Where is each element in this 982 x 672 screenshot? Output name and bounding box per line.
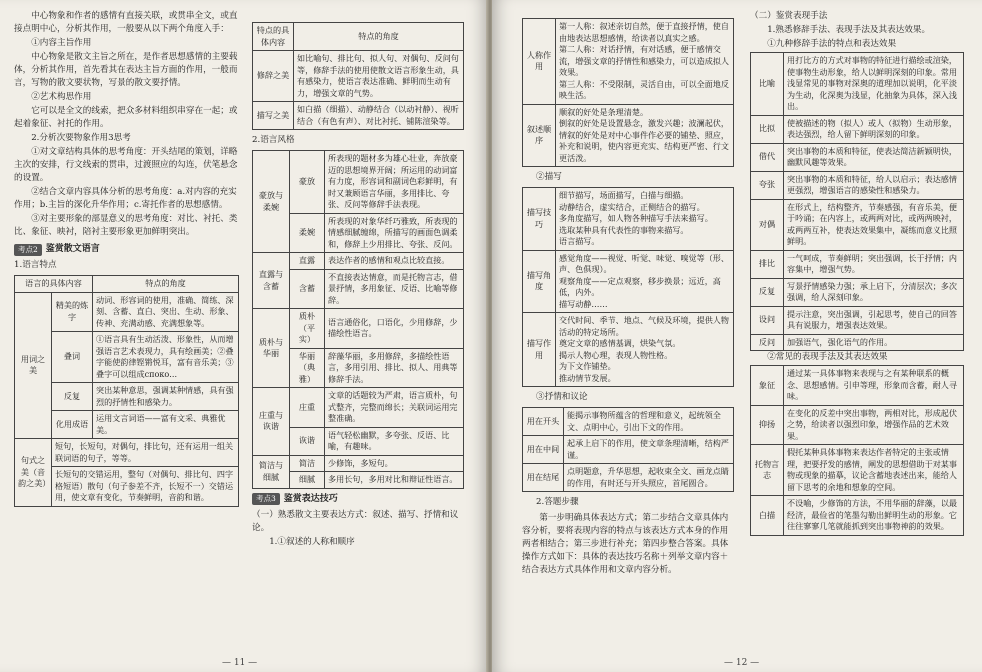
section-badge: 考点3	[252, 493, 280, 505]
right-page	[492, 0, 982, 672]
table-group: 句式之美（音韵之美）	[15, 439, 52, 507]
table-cell: 突出事物的本质和特征，给人以启示；表达感情更强烈，增强语言的感染性和感染力。	[784, 171, 964, 199]
table-group: 豪放与柔婉	[253, 151, 290, 253]
left-page	[0, 0, 488, 672]
narration-table	[522, 18, 734, 167]
table-key: 简洁	[290, 455, 325, 472]
paragraph: 1.熟悉修辞手法、表现手法及其表达效果。	[767, 25, 931, 35]
page-number: — 12 —	[724, 658, 760, 668]
table-cell: 文章的话题较为严肃，语言质朴，句式整齐，完整而绵长；关联词运用完整准确。	[325, 388, 464, 428]
table-key: 化用成语	[52, 411, 93, 439]
table-key: 庄重	[290, 388, 325, 428]
paragraph: ①九种修辞手法的特点和表达效果	[767, 39, 897, 49]
paragraph: ③对主要形象的部显意义的思考角度：对比、衬托、类比、象征、映衬，陪衬主要形象更加鲜明突出。	[14, 214, 238, 237]
table-group: 直露与含蓄	[253, 253, 290, 309]
language-features-table	[14, 275, 239, 507]
table-key: 反复	[52, 383, 93, 411]
table-key: 叙述顺序	[523, 104, 556, 167]
table-header: 特点的具体内容	[253, 23, 294, 51]
table-header: 语言的具体内容	[15, 276, 93, 293]
table-cell: 突出事物的本质和特征，使表达简洁新颖明快，幽默风趣等效果。	[784, 143, 964, 171]
table-key: 精美的炼字	[52, 292, 93, 332]
table-cell: 少修饰，多短句。	[325, 455, 464, 472]
table-key: 描写作用	[523, 313, 556, 387]
table-group: 质朴与华丽	[253, 309, 290, 388]
table-cell: 加强语气，强化语气的作用。	[784, 334, 964, 351]
table-key: 华丽（典雅）	[290, 348, 325, 388]
table-cell: 短句，长短句，对偶句，排比句，还有运用一组关联词语的句子，等等。	[52, 439, 239, 467]
table-key: 诙谐	[290, 427, 325, 455]
table-cell: 点明题意，升华思想，起收束全文、画龙点睛的作用，有时还与开头照应，首尾圆合。	[564, 464, 734, 492]
subheading: 1.语言特点	[14, 260, 57, 270]
table-key: 用在结尾	[523, 464, 564, 492]
table-cell: 起承上启下的作用，使文章条理清晰，结构严谨。	[564, 436, 734, 464]
left-page-col-a	[14, 10, 239, 507]
table-cell: 所表现的对象华纤巧雅致，所表现的情感细腻缠绵，所描写的画面色调柔和，修辞上少用排比、夸张、反问。	[325, 213, 464, 253]
table-cell: 写景抒情感染力强；承上启下，分清层次；多次强调，给人深刻印象。	[784, 278, 964, 306]
table-key: 直露	[290, 253, 325, 270]
right-page-col-b	[750, 10, 964, 536]
table-header: 特点的角度	[294, 23, 464, 51]
table-key: 借代	[751, 143, 784, 171]
table-group: 用词之美	[15, 292, 52, 439]
paragraph: ①对文章结构具体的思考角度：开头结尾的策划，详略主次的安排，行文线索的贯串，过渡照应的勾连，伏笔悬念的设置。	[14, 147, 238, 183]
table-key: 用在开头	[523, 408, 564, 436]
table-cell: 如比喻句、排比句、拟人句、对偶句、反问句等，修辞手法的使用使散文语言形象生动，具有感染力，使语言表达准确、鲜明而生动有力，增强文章的气势。	[294, 51, 464, 102]
table-cell: 如白描（细描）、动静结合（以动衬静）、视听结合（有色有声）、对比衬托、铺陈渲染等。	[294, 102, 464, 130]
table-cell: ①语言具有生动活泼、形象性，从而增强语言艺术表现力，具有绘画美；②叠字能使韵律铿锵悦耳，富有音乐美；③叠字可以组成споко...	[93, 332, 239, 383]
paragraph: 第一步明确具体表达方式；第二步结合文章具体内容分析，要将表现内容的特点与该表达方式本身的作用两者相结合；第三步进行补充；第四步整合答案。具体操作方式如下：具体的表达技巧名称＋列举文章内容＋结合表达方式具体作用和文章内容分析。	[522, 513, 729, 575]
left-page-col-b	[252, 22, 464, 550]
paragraph: ②常见的表现手法及其表达效果	[767, 352, 888, 362]
table-cell: 动词、形容词的使用，准确、简练、深刻、含蓄、直白、突出、生动、形象、传神、充满动感、充满想象等。	[93, 292, 239, 332]
description-table	[522, 187, 734, 387]
table-key: 象征	[751, 366, 784, 406]
section-heading	[14, 243, 239, 256]
subheading: ②描写	[536, 172, 562, 182]
paragraph: 2.分析次要物象作用3思考	[31, 133, 131, 143]
table-cell: 长短句的交错运用，整句（对偶句、排比句、四字格短语）散句（句子参差不齐，长短不一）交错运用，使文章有变化，节奏鲜明，音韵和谐。	[52, 467, 239, 507]
table-header: 特点的角度	[93, 276, 239, 293]
paragraph: （二）鉴赏表现手法	[750, 11, 828, 21]
paragraph: 它可以是全文的线索，把众多材料组织串穿在一起；或起着象征、衬托的作用。	[14, 106, 238, 129]
table-cell: 所表现的题材多为雄心壮业，奔放豪迈的思想境界开阔；所运用的动词富有力度，形容词和副词色彩鲜明，有时又兼顾语言华丽，多用排比、夸张、反问等修辞手法表现。	[325, 151, 464, 214]
section-title: 鉴赏表达技巧	[283, 493, 338, 504]
paragraph: ②艺术构思作用	[31, 92, 92, 102]
paragraph: 中心物象是散文主旨之所在，是作者思想感情的主要载体，分析其作用，首先看其在表达主旨方面的作用，一般而言，写物的散文要状物，写景的散文要抒情。	[14, 52, 238, 88]
subheading: 2.答题步骤	[536, 497, 579, 507]
table-cell: 在变化的反差中突出事物，两相对比，形成起伏之势，给读者以强烈印象，增强作品的艺术效果。	[784, 405, 964, 445]
table-key: 含蓄	[290, 269, 325, 309]
table-cell: 一气呵成，节奏鲜明；突出强调，长于抒情；内容集中，增强气势。	[784, 250, 964, 278]
table-cell: 语言通俗化，口语化，少用修辞，少描绘性语言。	[325, 309, 464, 349]
table-key: 人称作用	[523, 19, 556, 105]
section-badge: 考点2	[14, 244, 42, 256]
table-group: 简洁与细腻	[253, 455, 290, 488]
table-key: 描写之美	[253, 102, 294, 130]
table-key: 托物言志	[751, 445, 784, 496]
table-key: 比拟	[751, 115, 784, 143]
rhetoric-description-table	[252, 22, 464, 130]
table-cell: 通过某一具体事物来表现与之有某种联系的概念、思想感情。引申等理，形象而含蓄，耐人寻味。	[784, 366, 964, 406]
table-cell: 第一人称：叙述亲切自然，便于直接抒情，使自由地表达思想感情，给读者以真实之感。 第二人称：对话抒情，有对话感，便于感情交流，增强文章的抒情性和感染力，可以造成拟人效果。 第三人称：不受限制，灵活自由，可以全面地反映生活。	[556, 19, 734, 105]
table-cell: 顺叙的好处是条理清楚。 倒叙的好处是设置悬念，激发兴趣；波澜起伏，情叙的好处是对中心事件作必要的铺垫、照应，补充和说明，使内容更充实、结构更严密、行文更活泼。	[556, 104, 734, 167]
paragraph: 中心物象和作者的感情有直接关联，或贯串全文，或直接点明中心，分析其作用，一般要从以下两个角度入手：	[14, 11, 238, 34]
table-key: 质朴（平实）	[290, 309, 325, 349]
paragraph: （一）熟悉散文主要表达方式：叙述、描写、抒情和议论。	[252, 509, 459, 533]
table-cell: 假托某种具体事物来表达作者特定的主张或情理，把要抒发的感情，阐发的思想借助于对某事物或现象的描摹，议论含蓄地表述出来，能给人留下思考的余地和想象的空间。	[784, 445, 964, 496]
table-key: 抑扬	[751, 405, 784, 445]
table-key: 细腻	[290, 472, 325, 489]
language-style-table	[252, 150, 464, 489]
table-cell: 多用长句，多用对比和辩证性语言。	[325, 472, 464, 489]
table-key: 用在中间	[523, 436, 564, 464]
table-key: 比喻	[751, 53, 784, 116]
paragraph: 1.①叙述的人称和顺序	[269, 536, 355, 547]
table-key: 夸张	[751, 171, 784, 199]
table-key: 豪放	[290, 151, 325, 214]
table-cell: 表达作者的感情和观点比较直接。	[325, 253, 464, 270]
table-key: 反问	[751, 334, 784, 351]
table-cell: 不直接表达情意，而是托物言志，借景抒情，多用象征、反语、比喻等修辞。	[325, 269, 464, 309]
table-key: 排比	[751, 250, 784, 278]
paragraph: ②结合文章内容具体分析的思考角度：a.对内容的充实作用；b.主旨的深化升华作用；c.寄托作者的思想感情。	[14, 187, 237, 210]
table-cell: 用打比方的方式对事物的特征进行描绘或渲染，使事物生动形象，给人以鲜明深刻的印象。常用浅显常见的事物对深奥的道理加以说明，化平淡为生动，化深奥为浅显，化抽象为具体，深入浅出。	[784, 53, 964, 116]
table-key: 白描	[751, 496, 784, 536]
table-cell: 突出某种意思，强调某种情感，具有强烈的抒情性和感染力。	[93, 383, 239, 411]
table-cell: 交代时间、季节、地点、气候及环境，提供人物活动的特定场所。 奠定文章的感情基调，烘染气氛。 揭示人物心理，表现人物性格。 为下文作铺垫。 推动情节发展。	[556, 313, 734, 387]
lyric-argument-table	[522, 407, 734, 492]
table-key: 叠词	[52, 332, 93, 383]
table-cell: 语气轻松幽默，多夸张、反语、比喻，有趣味。	[325, 427, 464, 455]
table-cell: 能揭示事物所蕴含的哲理和意义，起统领全文、点明中心，引出下文的作用。	[564, 408, 734, 436]
table-key: 反复	[751, 278, 784, 306]
page-number: — 11 —	[222, 658, 258, 668]
table-cell: 在形式上，结构整齐，节奏感强，有音乐美，便于吟诵；在内容上，或两两对比，或两两映衬，或两两互补，使表达效果集中，凝练而意义比照鲜明。	[784, 199, 964, 250]
table-cell: 辞藻华丽，多用修辞，多描绘性语言，多用引用、排比、拟人、用典等修辞手法。	[325, 348, 464, 388]
table-key: 设问	[751, 306, 784, 334]
table-group: 庄重与诙谐	[253, 388, 290, 456]
table-key: 描写技巧	[523, 188, 556, 251]
table-cell: 不设喻，少修饰的方法，不用华丽的辞藻，以最经济，最俭省的笔墨勾勒出鲜明生动的形象。它往往寥寥几笔就能抓到突出事物神韵的效果。	[784, 496, 964, 536]
table-key: 修辞之美	[253, 51, 294, 102]
table-cell: 感觉角度——视觉、听觉、味觉、嗅觉等（形、声、色俱现）。 观察角度——定点观察，移步换景；远近，高低，内外。 描写动静……	[556, 250, 734, 313]
table-cell: 运用文言词语——富有文采、典雅优美。	[93, 411, 239, 439]
right-page-col-a	[522, 18, 734, 578]
table-key: 柔婉	[290, 213, 325, 253]
table-cell: 使被描述的物（拟人）或人（拟物）生动形象，表达强烈，给人留下鲜明深刻的印象。	[784, 115, 964, 143]
section-title: 鉴赏散文语言	[45, 244, 100, 254]
subheading: ③抒情和议论	[536, 392, 588, 402]
table-cell: 细节描写，场面描写，白描与细描。 动静结合，虚实结合，正侧结合的描写。 多角度描写，如人物各种描写手法来描写。 选取某种具有代表性的事物来描写。 语言描写。	[556, 188, 734, 251]
section-heading	[252, 493, 464, 506]
paragraph: ①内容主旨作用	[31, 38, 92, 48]
table-key: 对偶	[751, 199, 784, 250]
table-key: 描写角度	[523, 250, 556, 313]
rhetoric-table	[750, 52, 964, 351]
subheading: 2.语言风格	[252, 135, 295, 145]
expression-table	[750, 365, 964, 536]
table-cell: 提示注意，突出强调，引起思考，使自己的回答具有说服力，增强表达效果。	[784, 306, 964, 334]
